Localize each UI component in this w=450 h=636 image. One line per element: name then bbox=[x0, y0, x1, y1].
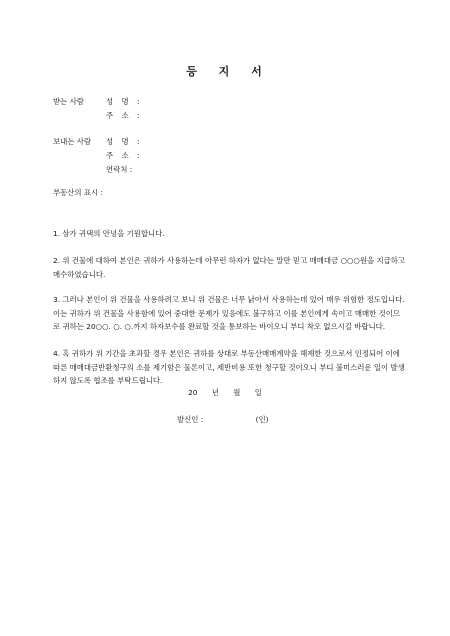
sender-contact-label: 연락처 : bbox=[106, 165, 133, 174]
paragraph-4: 4. 혹 귀하가 위 기간을 초과할 경우 본인은 귀하를 상대로 부동산매매계약을 해제한 것으로서 인정되어 이에 따른 매매대금반환청구의 소를 제기함은 물론이고, 제반비용 또한 청구할 것이오니 부디 불미스러운 일이 발생하지 않도록 협조를 부탁드립니다. bbox=[53, 349, 405, 385]
seal-mark: (인) bbox=[255, 415, 269, 424]
sender-section-label: 보내는 사람 bbox=[53, 137, 92, 146]
sender-line-label: 발신인 : bbox=[177, 415, 204, 424]
receiver-name-label: 성 명 : bbox=[106, 97, 140, 106]
paragraph-3: 3. 그러나 본인이 위 건물을 사용하려고 보니 위 건물은 너무 낡아서 사용하는데 있어 매우 위험한 정도입니다. 이는 귀하가 위 건물을 사용함에 있어 중대한 문제가 있음에도 불구하고 이를 본인에게 속이고 매매한 것이므로 귀하는 20○○. ○. ○.까지 하자보수를 완료할 것을 통보하는 바이오니 부디 착오 없으시길 바랍니다. bbox=[53, 295, 405, 331]
property-label: 부동산의 표시 : bbox=[53, 188, 104, 197]
sender-signature-line bbox=[177, 414, 269, 425]
receiver-section-label: 받는 사람 bbox=[53, 97, 84, 106]
receiver-address-label: 주 소 : bbox=[106, 111, 140, 120]
paragraph-1: 1. 삼가 귀댁의 안녕을 기원합니다. bbox=[53, 229, 165, 238]
paragraph-2: 2. 위 건물에 대하여 본인은 귀하가 사용하는데 아무런 하자가 없다는 말만 믿고 매매대금 ○○○원을 지급하고 매수하였습니다. bbox=[53, 256, 406, 279]
sender-address-label: 주 소 : bbox=[106, 151, 140, 160]
document-title: 등 지 서 bbox=[186, 65, 264, 78]
sender-name-label: 성 명 : bbox=[106, 137, 140, 146]
date-line: 20 년 월 일 bbox=[188, 388, 262, 397]
